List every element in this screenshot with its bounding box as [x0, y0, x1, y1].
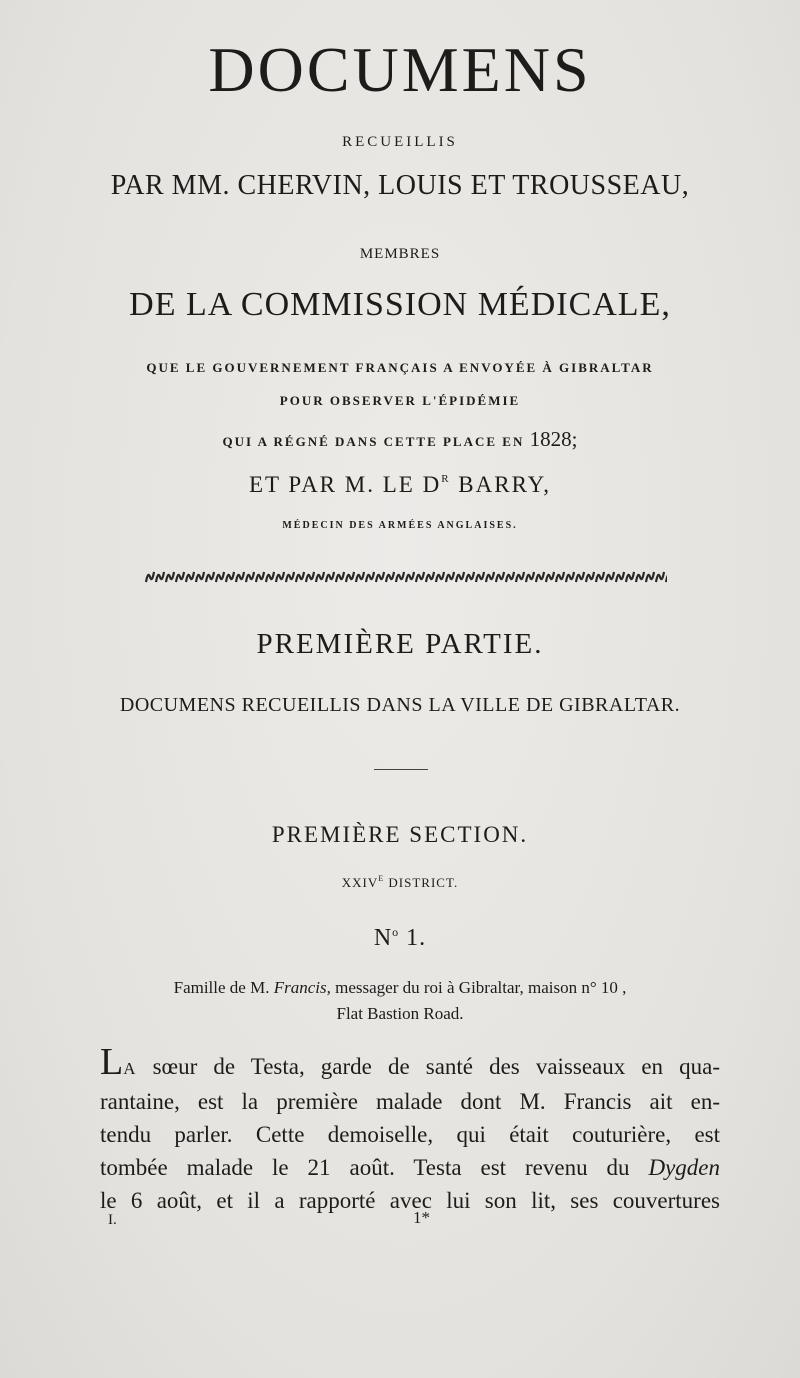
- ornamental-divider: [145, 567, 667, 587]
- numero-post: 1.: [399, 925, 427, 951]
- authors-line: PAR MM. CHERVIN, LOUIS ET TROUSSEAU,: [110, 170, 690, 201]
- signature-mark-left: I.: [108, 1212, 117, 1228]
- famille-address: Flat Bastion Road.: [336, 1004, 464, 1023]
- commission-line: DE LA COMMISSION MÉDICALE,: [129, 286, 671, 323]
- reigned-line: [0, 427, 800, 452]
- numero-sup: o: [392, 925, 400, 939]
- barry-post: BARRY,: [450, 472, 552, 497]
- medecin-line: MÉDECIN DES ARMÉES ANGLAISES.: [282, 520, 518, 531]
- barry-line: [0, 472, 800, 498]
- body-paragraph: [100, 1043, 720, 1217]
- famille-post: messager du roi à Gibraltar, maison n° 10 ,: [330, 978, 627, 997]
- body-line-3: tendu parler. Cette demoiselle, qui était couturière, est: [100, 1122, 720, 1147]
- body-line-1-text: sœur de Testa, garde de santé des vaisseaux en qua-: [136, 1054, 720, 1079]
- drop-cap-rest: A: [123, 1059, 137, 1078]
- district-pre: XXIV: [341, 875, 379, 890]
- signature-mark-right: 1*: [413, 1208, 430, 1227]
- main-title: DOCUMENS: [208, 34, 592, 105]
- numero-pre: N: [373, 925, 393, 951]
- body-line-4-text: tombée malade le 21 août. Testa est revenu du: [100, 1155, 649, 1180]
- barry-sup: R: [441, 473, 451, 485]
- body-line-4: [100, 1151, 720, 1184]
- body-line-1: [100, 1043, 720, 1085]
- observe-line: POUR OBSERVER L'ÉPIDÉMIE: [279, 393, 521, 408]
- partie-subtitle: DOCUMENS RECUEILLIS DANS LA VILLE DE GIBRALTAR.: [119, 694, 681, 716]
- reigned-text: QUI A RÉGNÉ DANS CETTE PLACE EN: [222, 434, 525, 449]
- district-line: [0, 874, 800, 891]
- government-line: QUE LE GOUVERNEMENT FRANÇAIS A ENVOYÉE À GIBRALTAR: [146, 360, 654, 375]
- recueillis-subtitle: RECUEILLIS: [342, 134, 458, 150]
- body-line-5: le 6 août, et il a rapporté avec lui son lit, ses couvertures: [100, 1188, 720, 1213]
- famille-line: [0, 978, 800, 998]
- ship-name: Dygden: [648, 1155, 720, 1180]
- section-title: PREMIÈRE SECTION.: [271, 822, 529, 847]
- district-post: DISTRICT.: [384, 875, 459, 890]
- famille-name: Francis,: [273, 978, 331, 997]
- partie-title: PREMIÈRE PARTIE.: [256, 628, 544, 660]
- district-sup: E: [378, 874, 385, 883]
- drop-cap: L: [100, 1041, 124, 1083]
- membres-line: MEMBRES: [359, 246, 441, 262]
- barry-pre: ET PAR M. LE D: [248, 472, 442, 497]
- short-rule: [374, 769, 428, 770]
- famille-pre: Famille de M.: [173, 978, 274, 997]
- year: 1828;: [529, 427, 578, 451]
- body-line-2: rantaine, est la première malade dont M. Francis ait en-: [100, 1089, 720, 1114]
- numero-heading: [0, 925, 800, 952]
